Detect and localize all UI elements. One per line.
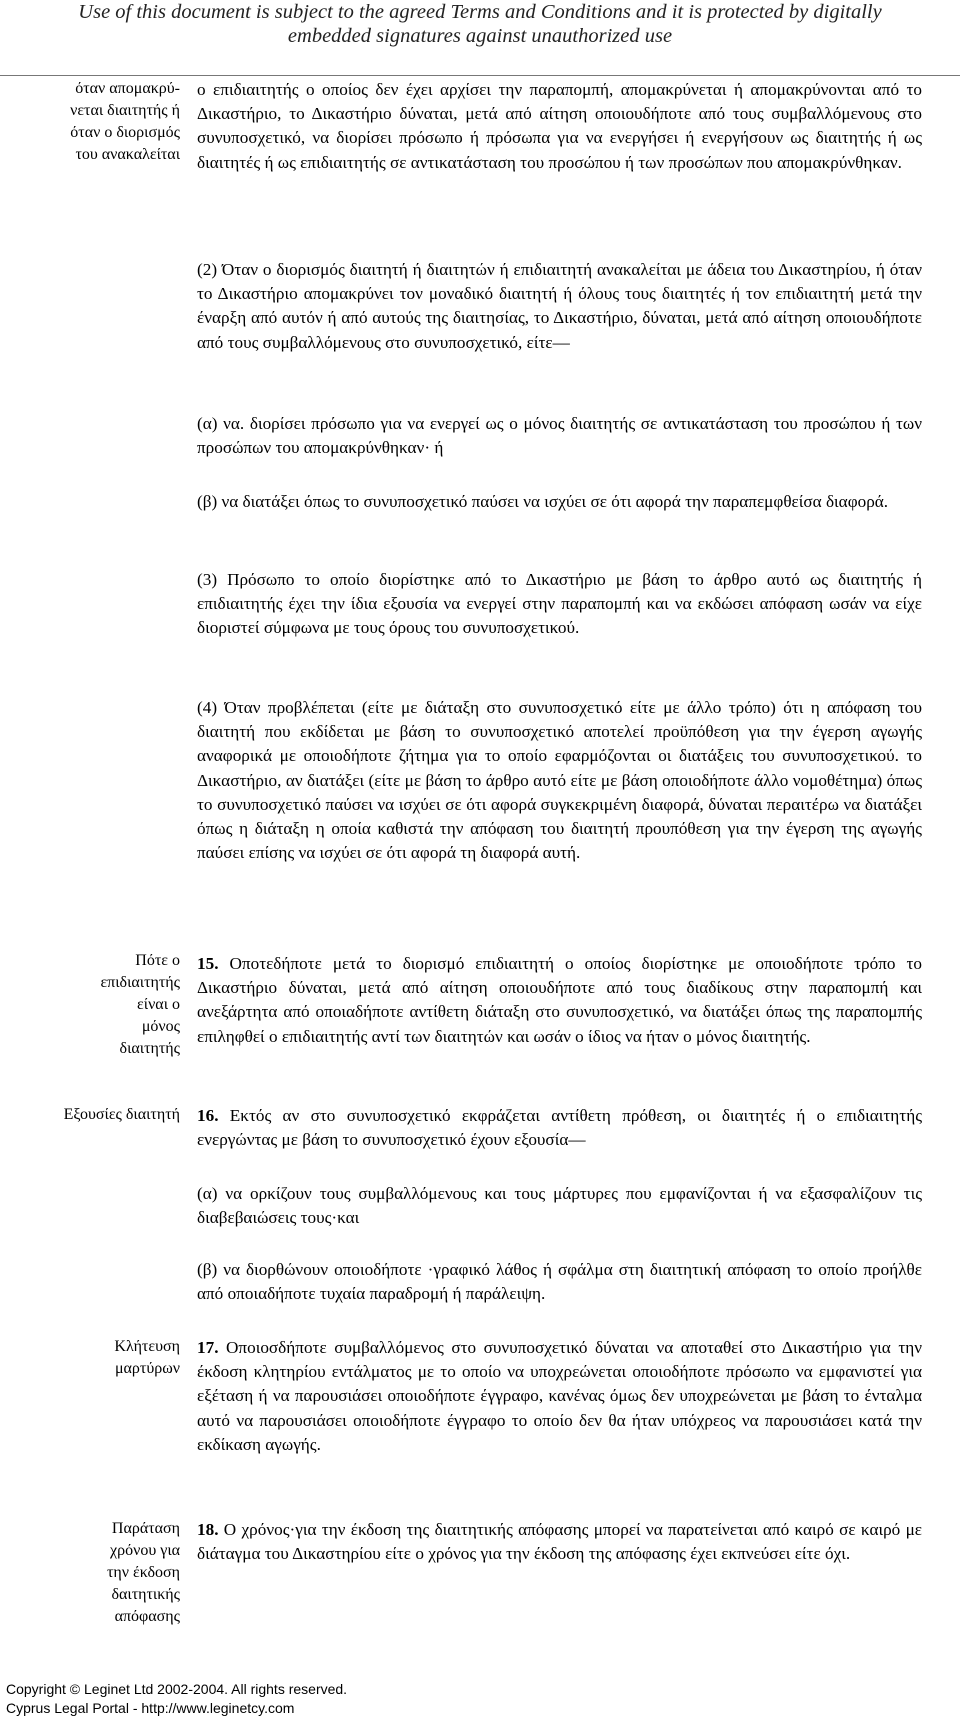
- paragraph-subsection-2a: (α) να. διορίσει πρόσωπο για να ενεργεί ως ο μόνος διαιτητής σε αντικατάσταση του προσώπου ή των προσώπων του απομακρύνθηκαν· ή: [197, 414, 922, 458]
- margin-note-powers: Εξουσίες διαιτητή: [63, 1106, 180, 1123]
- section-15: [197, 952, 922, 1049]
- section-16a: (α) να ορκίζουν τους συμβαλλόμενους και τους μάρτυρες που εμφανίζονται ή να εξασφαλίζουν τις διαβεβαιώσεις τους·και: [197, 1184, 922, 1228]
- margin-note-removal: όταν απομακρύ- νεται διαιτητής ή όταν ο διορισμός του ανακαλείται: [70, 80, 180, 163]
- header-line-1: Use of this document is subject to the agreed Terms and Conditions and it is protected by digitally: [78, 1, 882, 23]
- section-17: [197, 1336, 922, 1457]
- paragraph-intro: ο επιδιαιτητής ο οποίος δεν έχει αρχίσει την παραπομπή, απομακρύνεται ή απομακρύνονται από το Δικαστήριο, το Δικαστήριο δύναται, μετά από αίτηση οποιουδήποτε από τους συμβαλλόμενους στο συνυποσχετικό, να διορίσει πρόσωπο ή πρόσωπα για να ενεργήσει ή ενεργήσουν ως διαιτητής ή ως διαιτητές ή ως επιδιαιτητής σε αντικατάσταση του προσώπου ή των προσώπων που απομακρύνθηκαν.: [197, 80, 922, 172]
- section-18-number: 18.: [197, 1520, 219, 1539]
- margin-note-sole-arbitrator: Πότε ο επιδιαιτητής είναι ο μόνος διαιτητής: [100, 952, 180, 1057]
- section-18-text: Ο χρόνος·για την έκδοση της διαιτητικής απόφασης μπορεί να παρατείνεται από καιρό σε καιρό με διάταγμα του Δικαστηρίου είτε ο χρόνος για την έκδοση της απόφασης έχει εκπνεύσει είτε όχι.: [197, 1520, 922, 1564]
- header-line-2: embedded signatures against unauthorized use: [287, 25, 673, 47]
- paragraph-subsection-4: (4) Όταν προβλέπεται (είτε με διάταξη στο συνυποσχετικό είτε με άλλο τρόπο) ότι η απόφαση του διαιτητή που εκδίδεται με βάση το συνυποσχετικό αποτελεί προϋπόθεση για την έγερση αγωγής αναφορικά με οποιοδήποτε ζήτημα για το οποίο εφαρμόζονται οι διατάξεις του συνυποσχετικού. το Δικαστήριο, αν διατάξει (είτε με βάση το άρθρο αυτό είτε με βάση οποιοδήποτε άλλο νομοθέτημα) όπως το συνυποσχετικό παύσει να ισχύει σε ότι αφορά συγκεκριμένη διαφορά, δύναται περαιτέρω να διατάξει όπως η διάταξη η οποία καθιστά την απόφαση του διαιτητή προυπόθεση για την έγερση της αγωγής παύσει επίσης να ισχύει σε ότι αφορά τη διαφορά αυτή.: [197, 698, 922, 863]
- paragraph-subsection-3: (3) Πρόσωπο το οποίο διορίστηκε από το Δικαστήριο με βάση το άρθρο αυτό ως διαιτητής ή επιδιαιτητής έχει την ίδια εξουσία να ενεργεί στην παραπομπή και να εκδώσει απόφαση ωσάν να είχε διοριστεί σύμφωνα με τους όρους του συνυποσχετικού.: [197, 570, 922, 638]
- margin-note-witnesses: Κλήτευση μαρτύρων: [114, 1338, 180, 1377]
- paragraph-subsection-2: (2) Όταν ο διορισμός διαιτητή ή διαιτητών ή επιδιαιτητή ανακαλείται με άδεια του Δικαστηρίου, ή όταν το Δικαστήριο απομακρύνει τον μοναδικό διαιτητή ή όλους τους διαιτητές ή τον επιδιαιτητή μετά την έναρξη από αυτόν ή από αυτούς της διαιτησίας, το Δικαστήριο, δύναται, μετά από αίτηση οποιουδήποτε από τους συμβαλλόμενους στο συνυποσχετικό, είτε—: [197, 260, 922, 352]
- footer-portal-link[interactable]: Cyprus Legal Portal - http://www.leginetcy.com: [6, 1700, 295, 1716]
- section-17-number: 17.: [197, 1338, 219, 1357]
- section-16-number: 16.: [197, 1106, 219, 1125]
- footer-copyright: Copyright © Leginet Ltd 2002-2004. All rights reserved.: [6, 1681, 348, 1697]
- section-18: [197, 1518, 922, 1566]
- paragraph-subsection-2b: (β) να διατάξει όπως το συνυποσχετικό παύσει να ισχύει σε ότι αφορά την παραπεμφθείσα διαφορά.: [197, 492, 889, 511]
- section-15-number: 15.: [197, 954, 219, 973]
- section-16-text: Εκτός αν στο συνυποσχετικό εκφράζεται αντίθετη πρόθεση, οι διαιτητές ή ο επιδιαιτητής ενεργώντας με βάση το συνυποσχετικό έχουν εξουσία—: [197, 1106, 922, 1150]
- section-17-text: Οποιοσδήποτε συμβαλλόμενος στο συνυποσχετικό δύναται να αποταθεί στο Δικαστήριο για την έκδοση κλητηρίου εντάλματος με το οποίο να υποχρεώνεται οποιοδήποτε πρόσωπο να εμφανιστεί για εξέταση ή να παρουσιάσει οποιοδήποτε έγγραφο, κανένας όμως δεν υποχρεώνεται με βάση το ένταλμα αυτό να παρουσιάσει οποιοδήποτε έγγραφο το οποίο δεν θα ήταν υπόχρεος να παρουσιάσει κατά την εκδίκαση αγωγής.: [197, 1338, 922, 1454]
- margin-note-extension: Παράταση χρόνου για την έκδοση δαιτητικής απόφασης: [107, 1520, 180, 1625]
- section-15-text: Οποτεδήποτε μετά το διορισμό επιδιαιτητή ο οποίος διορίστηκε με οποιοδήποτε τρόπο το Δικαστήριο δύναται, μετά από αίτηση οποιουδήποτε από τους διαδίκους στην παραπομπή και ανεξάρτητα από οποιαδήποτε αντίθετη διάταξη στο συνυποσχετικό, να διατάξει όπως της παραπομπής επιληφθεί ο επιδιαιτητής αντί των διαιτητών και ωσάν ο ίδιος να ήταν ο μόνος διαιτητής.: [197, 954, 922, 1046]
- terms-of-use-header: [0, 0, 960, 48]
- section-16: [197, 1104, 922, 1152]
- header-divider: [0, 75, 960, 76]
- section-16b: (β) να διορθώνουν οποιοδήποτε ·γραφικό λάθος ή σφάλμα στη διαιτητική απόφαση το οποίο προήλθε από οποιαδήποτε τυχαία παραδρομή ή παράλειψη.: [197, 1260, 922, 1304]
